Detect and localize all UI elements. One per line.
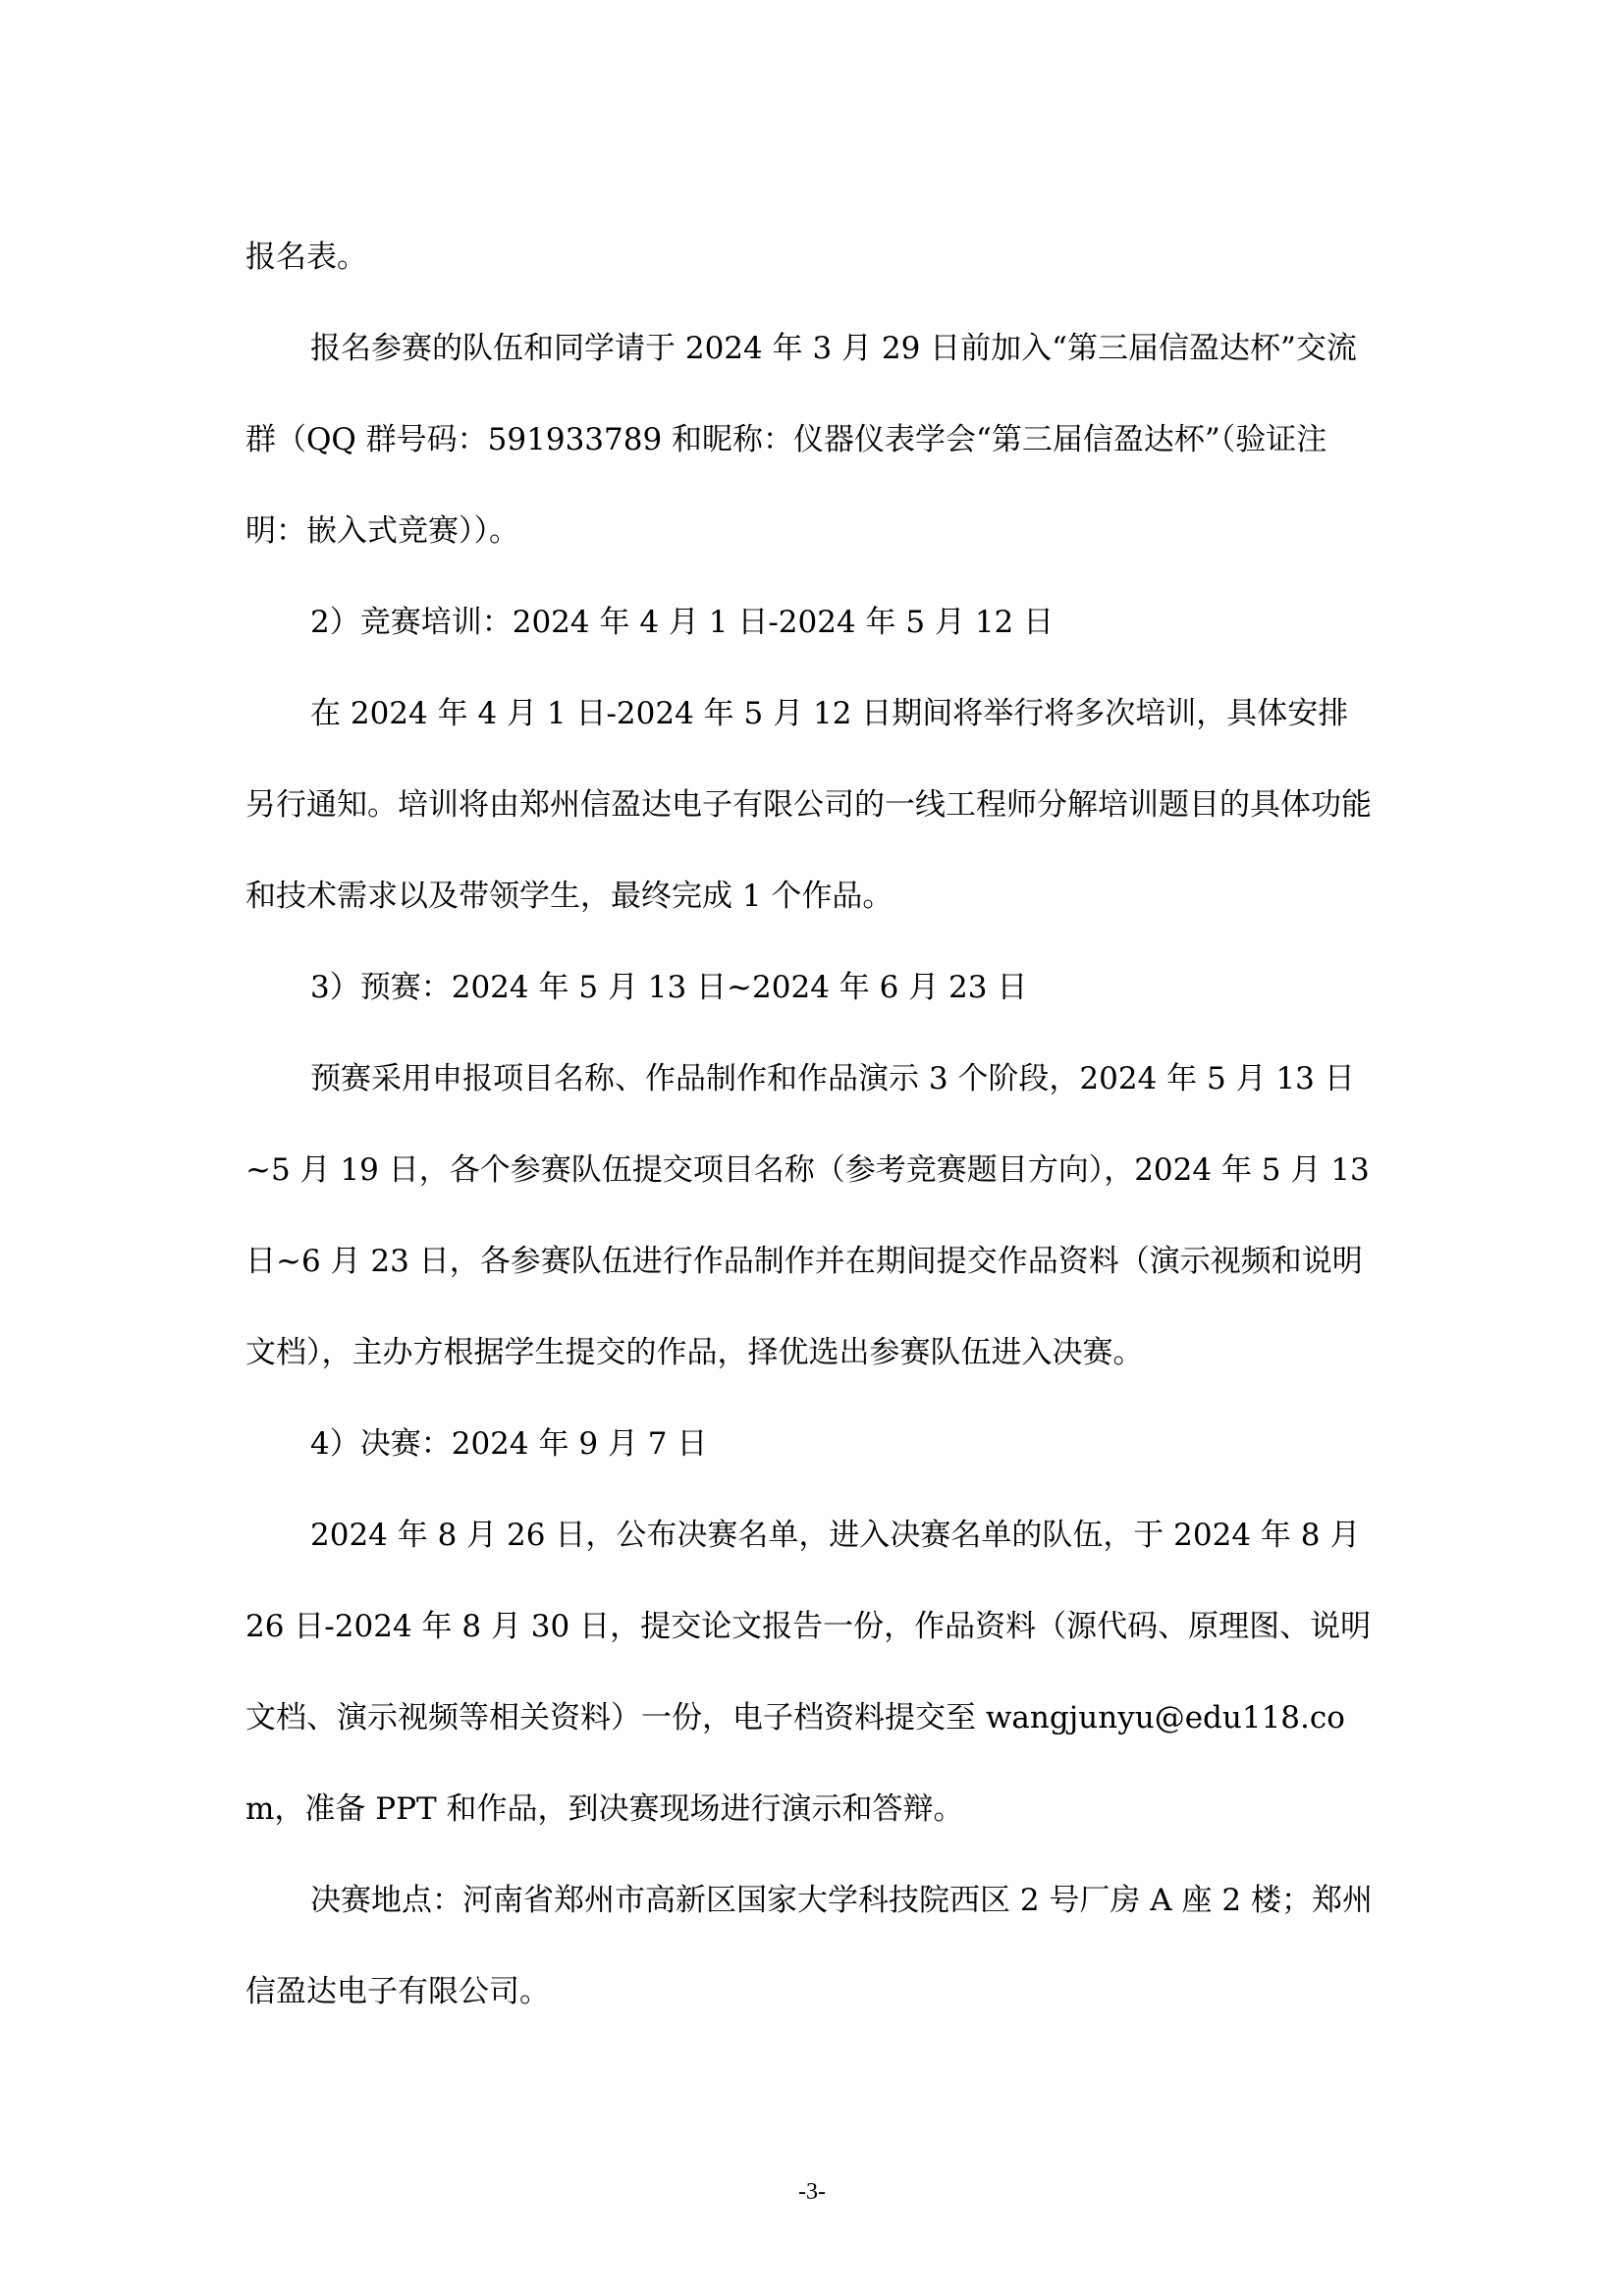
paragraph-final: 2024 年 8 月 26 日，公布决赛名单，进入决赛名单的队伍，于 2024 年 8 月 26 日-2024 年 8 月 30 日，提交论文报告一份，作品资料（源代码、原理图、说明文档、演示视频等相关资料）一份，电子档资料提交至 wangjunyu@edu118.com，准备 PPT 和作品，到决赛现场进行演示和答辩。 <box>245 1518 1372 1827</box>
paragraph-registration-form: 报名表。 <box>245 240 367 275</box>
heading-final: 4）决赛：2024 年 9 月 7 日 <box>310 1426 708 1462</box>
paragraph-training: 在 2024 年 4 月 1 日-2024 年 5 月 12 日期间将举行将多次培训，具体安排另行通知。培训将由郑州信盈达电子有限公司的一线工程师分解培训题目的具体功能和技术需求以及带领学生，最终完成 1 个作品。 <box>245 696 1372 914</box>
page-number: -3- <box>798 2179 826 2205</box>
heading-training: 2）竞赛培训：2024 年 4 月 1 日-2024 年 5 月 12 日 <box>310 605 1055 640</box>
document-body <box>245 212 1379 2038</box>
paragraph-preliminary: 预赛采用申报项目名称、作品制作和作品演示 3 个阶段，2024 年 5 月 13 日~5 月 19 日，各个参赛队伍提交项目名称（参考竞赛题目方向），2024 年 5 月 13 日~6 月 23 日，各参赛队伍进行作品制作并在期间提交作品资料（演示视频和说明文档），主办方根据学生提交的作品，择优选出参赛队伍进入决赛。 <box>245 1061 1370 1370</box>
paragraph-qq-group: 报名参赛的队伍和同学请于 2024 年 3 月 29 日前加入“第三届信盈达杯”交流群（QQ 群号码：591933789 和昵称：仪器仪表学会“第三届信盈达杯”（验证注明：嵌入式竞赛））。 <box>245 331 1357 549</box>
paragraph-final-location: 决赛地点：河南省郑州市高新区国家大学科技院西区 2 号厂房 A 座 2 楼；郑州信盈达电子有限公司。 <box>245 1883 1373 2009</box>
heading-preliminary: 3）预赛：2024 年 5 月 13 日~2024 年 6 月 23 日 <box>310 970 1028 1005</box>
